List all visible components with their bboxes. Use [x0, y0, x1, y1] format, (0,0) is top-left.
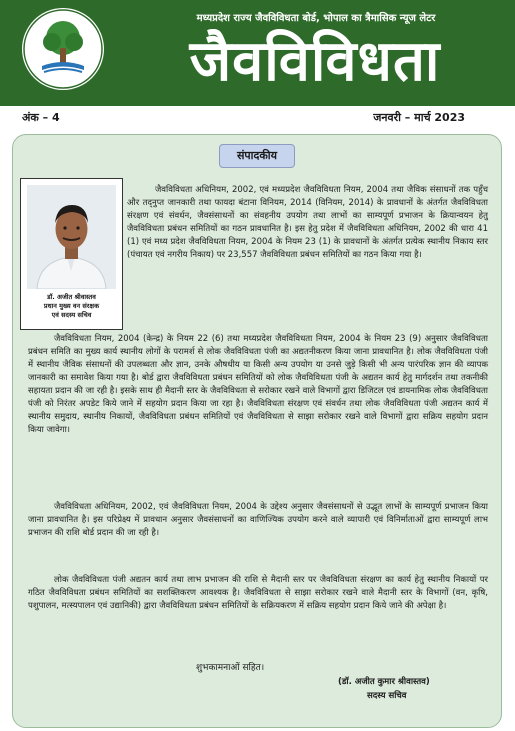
- signature-role: सदस्य सचिव: [367, 691, 407, 701]
- editorial-title: संपादकीय: [219, 144, 295, 168]
- issue-date: जनवरी – मार्च 2023: [373, 111, 465, 124]
- editorial-paragraph-1: जैवविविधता अधिनियम, 2002, एवं मध्यप्रदेश जैवविविधता नियम, 2004 तथा जैविक संसाधनों तक पहुँच और तद्नुप्त जानकारी तथा फायदा बंटाना विनियम, 2014 (विनियम, 2014) के प्रावधानों के अंतर्गत जैवविविधता संरक्षण एवं संवर्धन, जैवसंसाधनों का संवहनीय उपयोग तथा लाभों का साम्यपूर्ण प्रभाजन के क्रियान्वयन हेतु जैवविविधता प्रबंधन समितियों का गठन प्रावधानित है। इस हेतु प्रदेश में जैवविविधता अधिनियम, 2002 की धारा 41 (1) एवं मध्य प्रदेश जैवविविधता नियम, 2004 के नियम 23 (1) के प्रावधानों के अंतर्गत प्रत्येक स्थानीय निकाय स्तर (पंचायत एवं नगरीय निकाय) पर 23,557 जैवविविधता प्रबंधन समितियों का गठन किया गया है।: [127, 185, 488, 260]
- caption-role-1: प्रधान मुख्य वन संरक्षक: [43, 302, 100, 310]
- board-logo: [22, 8, 104, 90]
- photo-caption: [23, 293, 120, 320]
- issue-bar: [0, 106, 515, 130]
- tree-logo-icon: [22, 8, 104, 90]
- newsletter-subtitle: मध्यप्रदेश राज्य जैवविविधता बोर्ड, भोपाल का त्रैमासिक न्यूज लेटर: [196, 13, 436, 24]
- editor-photo: [27, 185, 116, 289]
- editorial-paragraph-4: लोक जैवविविधता पंजी अद्यतन कार्य तथा लाभ प्रभाजन की राशि से मैदानी स्तर पर जैवविविधता संरक्षण का कार्य हेतु स्थानीय निकायों पर गठित जैवविविधता प्रबंधन समितियों का सशक्तिकरण आवश्यक है। जैवविविधता से साझा सरोकार रखने वाले मैदानी स्तर के विभागों (वन, कृषि, पशुपालन, मत्स्यपालन एवं उद्यानिकी) द्वारा जैवविविधता प्रबंधन समितियों के सक्रियकरण में सक्रिय सहयोग प्रदान किये जाने की अपेक्षा है।: [28, 575, 488, 611]
- caption-name: डॉ. अजीत श्रीवास्तव: [47, 293, 96, 301]
- masthead-title: जैवविविधता: [189, 29, 441, 94]
- newsletter-header: [0, 0, 515, 106]
- closing-greeting: शुभकामनाओं सहित।: [196, 663, 265, 673]
- issue-number: अंक – 4: [22, 111, 60, 124]
- editorial-paragraph-2: जैवविविधता नियम, 2004 (केन्द्र) के नियम 22 (6) तथा मध्यप्रदेश जैवविविधता नियम, 2004 के नियम 23 (9) अनुसार जैवविविधता प्रबंधन समिति का मुख्य कार्य स्थानीय लोगों के परामर्श से लोक जैवविविधता पंजी का अद्यतनीकरण किया जाना प्रावधानित है। लोक जैवविविधता पंजी में स्थानीय जैविक संसाधनों की उपलब्धता और ज्ञान, उनके औषधीय या किसी अन्य उपयोग या उनसे जुड़े किसी भी अन्य पारंपरिक ज्ञान की व्यापक जानकारी का समावेश किया गया है। बोर्ड द्वारा जैवविविधता प्रबंधन समितियों को लोक जैवविविधता पंजी के अद्यतन कार्य हेतु मार्गदर्शन तथा तकनीकी सहायता प्रदान की जा रही है। इसके साथ ही मैदानी स्तर के जैवविविधता से सरोकार रखने वाले विभागों द्वारा डिजिटल एवं डायनामिक लोक जैवविविधता पंजी को निरंतर अपडेट किये जाने में सहयोग प्रदान किया जा रहा है। जैवविविधता संरक्षण एवं संवर्धन तथा लोक जैवविविधता पंजी अद्यतन कार्य में स्थानीय समुदाय, स्थानीय निकायों, जैवविविधता प्रबंधन समितियों एवं जैवविविधता से साझा सरोकार रखने वाले विभागों द्वारा सक्रिय सहयोग प्रदान किया जावेगा।: [28, 334, 488, 435]
- person-portrait-icon: [27, 185, 116, 289]
- caption-role-2: एवं सदस्य सचिव: [51, 311, 92, 319]
- editorial-paragraph-3: जैवविविधता अधिनियम, 2002, एवं जैवविविधता नियम, 2004 के उद्देश्य अनुसार जैवसंसाधनों से उद्भूत लाभों के साम्यपूर्ण प्रभाजन किया जाना प्रावधानित है। इस परिप्रेक्ष्य में प्रावधान अनुसार जैवसंसाधनों का वाणिज्यिक उपयोग करने वाले व्यापारी एवं विनिर्माताओं द्वारा साम्यपूर्ण लाभ प्रभाजन की राशि बोर्ड प्रदान की जा रही है।: [28, 502, 488, 538]
- signature-name: (डॉ. अजीत कुमार श्रीवास्तव): [338, 677, 430, 687]
- editor-photo-frame: [20, 178, 123, 330]
